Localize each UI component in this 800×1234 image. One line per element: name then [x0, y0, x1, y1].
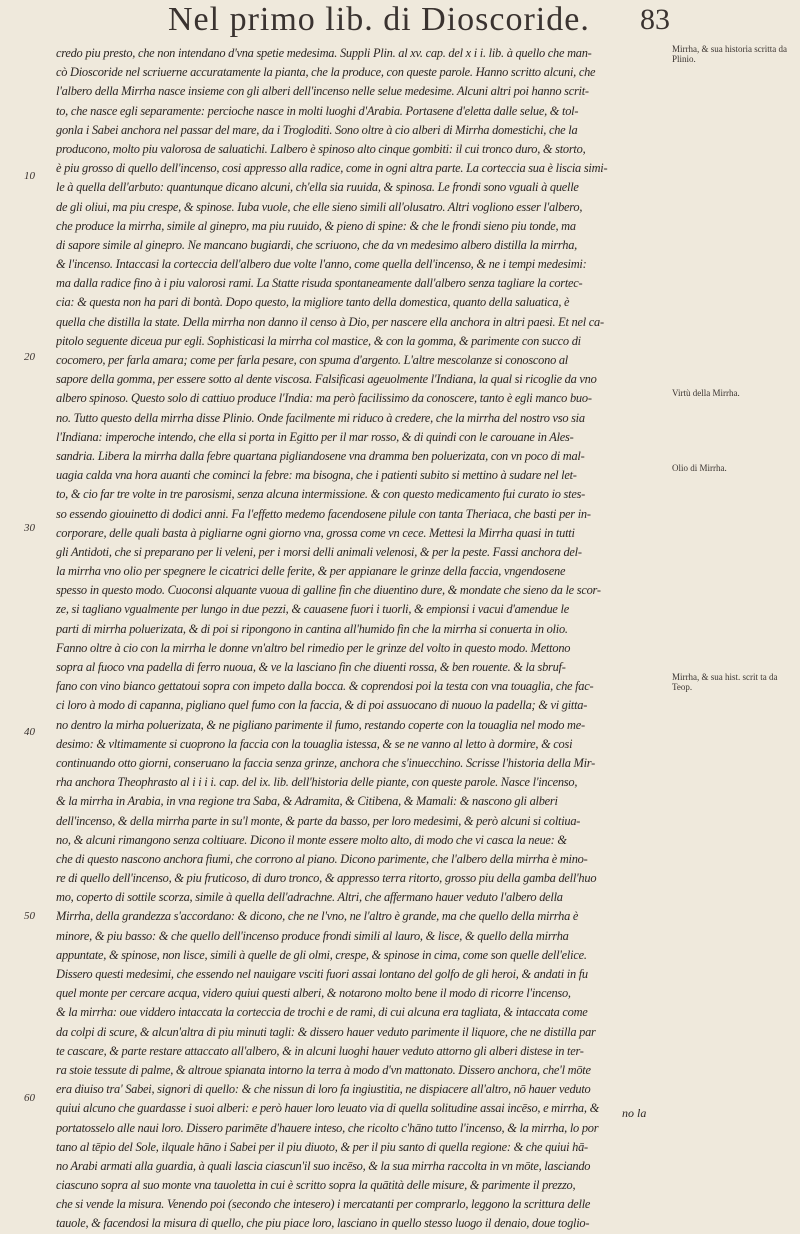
text-line: quiui alcuno che guardasse i suoi alberi: e però hauer loro leuato via di quella solitudine assai incēso, e mirrha, &: [56, 1101, 599, 1116]
text-line: quella che distilla la state. Della mirrha non danno il censo à Dio, per nascere ella anchora in altri paesi. Et nel ca-: [56, 314, 604, 329]
text-line: albero spinoso. Questo solo di cattiuo produce l'India: ma però facilissimo da conoscere, tanto è egli manco buo-: [56, 391, 592, 406]
text-line: spesso in questo modo. Cuoconsi alquante vuoua di galline fin che diuentino dure, & mondate che sieno da le scor-: [56, 583, 601, 598]
text-line: desimo: & vltimamente si cuoprono la faccia con la touaglia istessa, & se ne vanno al letto à dormire, & cosi: [56, 736, 573, 751]
text-line: rha anchora Theophrasto al i i i i. cap. del ix. lib. dell'historia delle piante, con queste parole. Nasce l'incenso,: [56, 775, 578, 790]
text-line: re di quello dell'incenso, & piu fruticoso, di duro tronco, & appresso terra ritorto, grosso piu della gamba dell'huo: [56, 871, 597, 886]
text-line: to, & cio far tre volte in tre parosismi, senza alcuna intermissione. & con questo medicamento fui curato io stes-: [56, 487, 586, 502]
text-line: quel monte per cercare acqua, videro quiui questi alberi, & notarono molto bene il modo di ricorre l'incenso,: [56, 986, 571, 1001]
text-line: le à quella dell'arbuto: quantunque dicano alcuni, ch'ella sia ruuida, & spinosa. Le frondi sono vguali à quelle: [56, 180, 579, 195]
page-number: 83: [640, 3, 670, 36]
text-line: ra stoie tessute di palme, & altroue spianata intorno la terra à modo d'vn mattonato. Dissero anchora, che'l mōte: [56, 1062, 591, 1077]
text-line: gonla i Sabei anchora nel passar del mare, da i Trogloditi. Sono oltre à cio alberi di Mirrha domestichi, che la: [56, 122, 578, 137]
text-line: mo, coperto di sottile scorza, simile à quella dell'adrachne. Altri, che affermano hauer veduto l'albero della: [56, 890, 563, 905]
text-line: Fanno oltre à cio con la mirrha le donne vn'altro bel rimedio per le grinze del volto in questo modo. Mettono: [56, 640, 571, 655]
text-line: gli Antidoti, che si preparano per li veleni, per i morsi delli animali velenosi, & per la peste. Fassi anchora del-: [56, 544, 582, 559]
text-line: ciascuno sopra al suo monte vna tauoletta in cui è scritto sopra la quātità delle misure, & parimente il prezzo,: [56, 1178, 576, 1193]
margin-note: Mirrha, & sua hist. scrit ta da Teop.: [672, 672, 778, 692]
text-line: Mirrha, della grandezza s'accordano: & dicono, che ne l'vno, ne l'altro è grande, ma che quello della mirrha è: [56, 909, 579, 924]
line-number: 60: [24, 1092, 35, 1104]
text-line: producono, molto piu valorosa de saluatichi. Lalbero è spinoso alto cinque gombiti: il cui tronco duro, & storto,: [56, 141, 586, 156]
text-line: no. Tutto questo della mirrha disse Plinio. Onde facilmente mi riduco à credere, che la mirrha del nostro vso sia: [56, 410, 585, 425]
text-line: tauole, & facendosi la misura di quello, che piu piace loro, lasciano in quello stesso luogo il denaio, doue toglio-: [56, 1216, 590, 1231]
text-line: minore, & piu basso: & che quello dell'incenso produce frondi simili al lauro, & lisce, & quello della mirrha: [56, 928, 569, 943]
text-line: la mirrha vno olio per spegnere le cicatrici delle ferite, & per appianare le grinze della faccia, vngendosene: [56, 564, 566, 579]
text-line: sandria. Libera la mirrha dalla febre quartana pigliandosene vna dramma ben poluerizata, con vn poco di mal-: [56, 448, 585, 463]
text-line: cocomero, per farla amara; come per farla pesare, con spuma d'argento. L'altre mescolanze si conoscono al: [56, 353, 569, 367]
line-number: 20: [24, 351, 35, 363]
text-line: de gli oliui, ma piu crespe, & spinose. Iuba vuole, che elle sieno simili all'olusatro. Altri vogliono esser l'albero,: [56, 199, 583, 214]
text-line: l'Indiana: imperoche intendo, che ella si porta in Egitto per il mar rosso, & di quindi con le carouane in Ales-: [56, 429, 574, 444]
text-line: credo piu presto, che non intendano d'vna spetie medesima. Suppli Plin. al xv. cap. del x i i. lib. à quello che man-: [56, 46, 592, 60]
text-line: no Arabi armati alla guardia, à quali lascia ciascun'il suo incēso, & la sua mirrha raccolta in vn mōte, lasciando: [56, 1158, 591, 1173]
text-line: è piu grosso di quello dell'incenso, cosi appresso alla radice, come in ogni altra parte. La corteccia sua è liscia simi-: [56, 161, 608, 176]
line-number: 40: [24, 726, 35, 738]
text-line: to, che nasce egli separamente: percioche nasce in molti luoghi d'Arabia. Portasene d'eletta dalle selue, & tol-: [56, 103, 579, 118]
text-line: ci loro à modo di capanna, pigliano quel fumo con la faccia, & di poi assuocano di nuouo la padella; & vi gitta-: [56, 698, 588, 713]
line-number: 50: [24, 910, 35, 922]
text-line: corporare, delle quali basta à pigliarne ogni giorno vna, grossa come vn cece. Mettesi la Mirrha quasi in tutti: [56, 525, 575, 540]
text-line: che produce la mirrha, simile al ginepro, ma piu ruuido, & pieno di spine: & che le frondi sieno piu tonde, ma: [56, 218, 576, 233]
line-number: 10: [24, 170, 35, 182]
text-line: no dentro la mirha poluerizata, & ne pigliano parimente il fumo, restando coperte con la touaglia nel modo me-: [56, 717, 585, 732]
line-number: 30: [24, 522, 35, 534]
catchword: no la: [622, 1106, 647, 1120]
text-line: cò Dioscoride nel scriuerne accuratamente la pianta, che la produce, con queste parole. Hanno scritto alcuni, che: [56, 65, 596, 80]
text-line: & la mirrha: oue viddero intaccata la corteccia de trochi e de rami, di cui alcuna era tagliata, & intaccata come: [56, 1005, 588, 1020]
text-line: l'albero della Mirrha nasce insieme con gli alberi dell'incenso nelle selue medesime. Alcuni altri poi hanno scrit-: [56, 84, 589, 99]
text-line: era diuiso tra' Sabei, signori di quello: & che nissun di loro fa ingiustitia, ne dispiacere all'altro, nō hauer veduto: [56, 1082, 591, 1097]
body-text: [56, 44, 666, 1234]
text-line: & la mirrha in Arabia, in vna regione tra Saba, & Adramita, & Citibena, & Mamali: & nascono gli alberi: [56, 794, 558, 809]
margin-note: Mirrha, & sua historia scritta da Plinio.: [672, 44, 787, 64]
text-line: Dissero questi medesimi, che essendo nel nauigare vsciti fuori assai lontano del golfo de gli heroi, & andati in fu: [56, 967, 588, 981]
text-line: tano al tēpio del Sole, ilquale hāno i Sabei per il piu diuoto, & per il piu santo di quella regione: & che quiui hā-: [56, 1139, 588, 1154]
text-line: che si vende la misura. Venendo poi (secondo che intesero) i mercatanti per comprarlo, leggono la scrittura delle: [56, 1197, 591, 1212]
text-line: uagia calda vna hora auanti che cominci la febre: ma bisogna, che i patienti subito si mettino à sudare nel let-: [56, 468, 577, 483]
text-line: so essendo giouinetto di dodici anni. Fa l'effetto medemo facendosene pilule con tanta Theriaca, che basti per in-: [56, 506, 591, 521]
text-line: cia: & questa non ha pari di bontà. Dopo questo, la migliore tanto della domestica, quanto della saluatica, è: [56, 295, 570, 310]
text-line: te cascare, & parte restare attaccato all'albero, & in alcuni luoghi hauer veduto attorno gli alberi distese in ter-: [56, 1043, 584, 1058]
text-line: da colpi di scure, & alcun'altra di piu minuti tagli: & dissero hauer veduto parimente il liquore, che ne distilla par: [56, 1024, 596, 1039]
text-line: di sapore simile al ginepro. Ne mancano bugiardi, che scriuono, che da vn medesimo albero distilla la mirrha,: [56, 237, 577, 252]
running-title: Nel primo lib. di Dioscoride.: [168, 1, 590, 38]
text-line: appuntate, & spinose, non lisce, simili à quelle de gli olmi, crespe, & spinose in cima, come son quelle dell'elice.: [56, 947, 587, 962]
text-line: & l'incenso. Intaccasi la corteccia dell'albero due volte l'anno, come quella dell'incenso, & ne i tempi medesimi:: [56, 257, 587, 272]
text-line: portatosselo alle naui loro. Dissero parimēte d'hauere inteso, che ricolto c'hāno tutto l'incenso, & la mirrha, lo por: [56, 1120, 599, 1135]
text-line: ze, si tagliano vgualmente per lungo in due pezzi, & cauasene fuori i tuorli, & empionsi i vacui d'amendue le: [56, 602, 569, 617]
text-line: sapore della gomma, per essere sotto al dente viscosa. Falsificasi ageuolmente l'Indiana, la qual si ricoglie da vno: [56, 372, 597, 387]
text-line: parti di mirrha poluerizata, & di poi si ripongono in cantina all'humido fin che la mirrha si conuerta in olio.: [56, 621, 568, 636]
margin-note: Olio di Mirrha.: [672, 463, 727, 473]
text-line: dell'incenso, & della mirrha parte in su'l monte, & parte da basso, per loro medesimi, & però alcuni si coltiua-: [56, 813, 581, 828]
text-line: che di questo nascono anchora fiumi, che corrono al piano. Dicono parimente, che l'albero della mirrha è mino-: [56, 851, 588, 866]
text-line: sopra al fuoco vna padella di ferro nuoua, & ve la lasciano fin che diuenti rossa, & ben rouente. & la sbruf-: [56, 660, 566, 674]
margin-note: Virtù della Mirrha.: [672, 388, 740, 398]
text-line: ma dalla radice fino à i piu valorosi rami. La Statte risuda spontaneamente dall'albero senza tagliare la cortec-: [56, 276, 583, 291]
text-line: fano con vino bianco gettatoui sopra con impeto dalla bocca. & coprendosi poi la testa con vna touaglia, che fac-: [56, 679, 594, 694]
text-line: no, & alcuni rimangono senza coltiuare. Dicono il monte essere molto alto, di modo che vi casca la neue: &: [56, 832, 567, 847]
text-line: pitolo seguente diceua pur egli. Sophisticasi la mirrha col mastice, & con la gomma, & parimente con succo di: [56, 333, 581, 348]
text-line: continuando otto giorni, conseruano la faccia senza grinze, anchora che s'inuecchino. Scrisse l'historia della Mir-: [56, 755, 595, 770]
